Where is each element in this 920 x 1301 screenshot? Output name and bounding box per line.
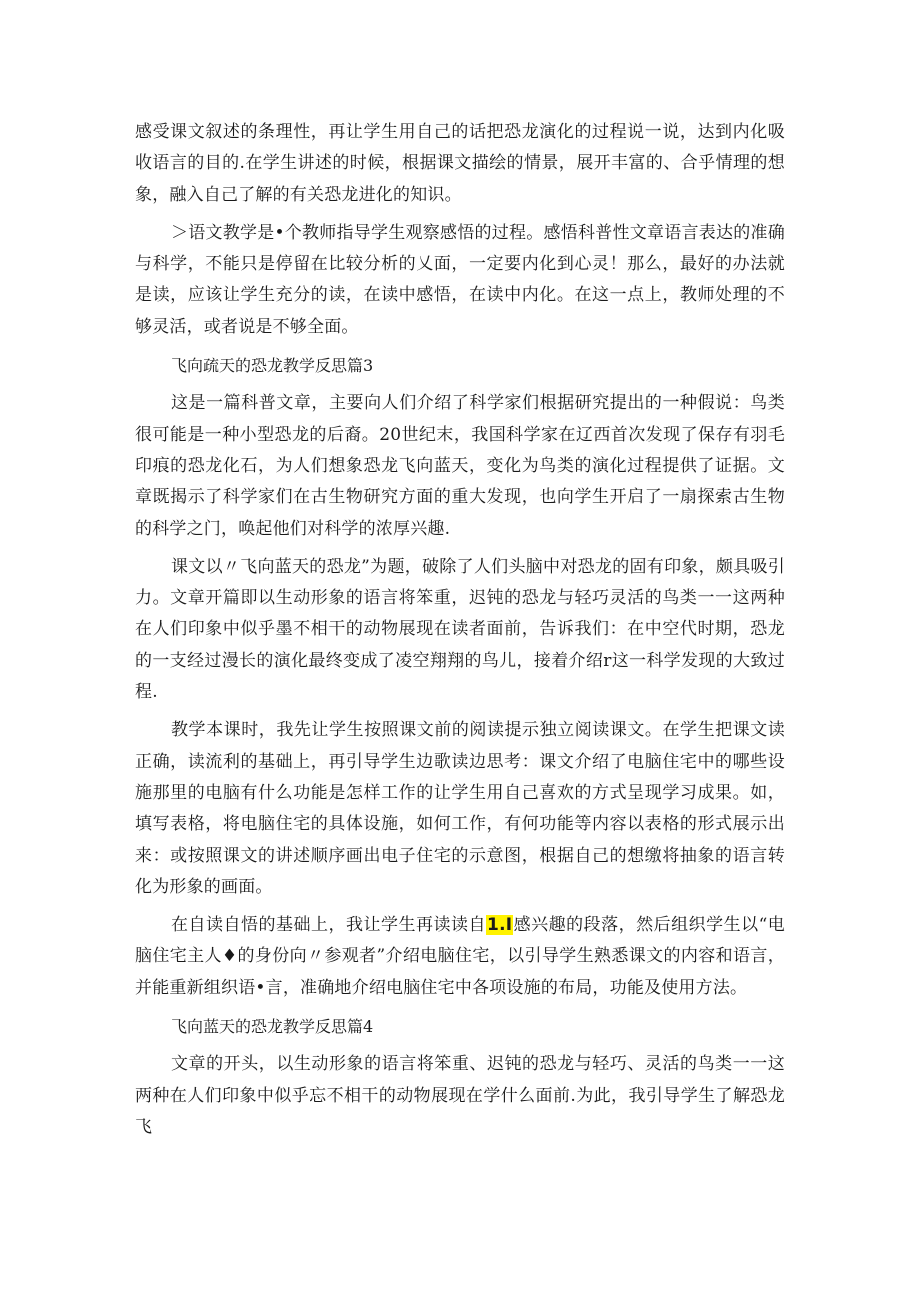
paragraph-5: 教学本课时，我先让学生按照课文前的阅读提示独立阅读课文。在学生把课文读正确，读流利的基础上，再引导学生边歌读边思考：课文介绍了电脑住宅中的哪些设施那里的电脑有什么功能是怎样工作的让学生用自己喜欢的方式呈现学习成果。如，填写表格，将电脑住宅的具体设施，如何工作，有何功能等内容以表格的形式展示出来：或按照课文的讲述顺序画出电子住宅的示意图，根据自己的想缴将抽象的语言转化为形象的画面。 [135,720,785,897]
paragraph-1: 感受课文叙述的条理性，再让学生用自己的话把恐龙演化的过程说一说，达到内化吸收语言的目的.在学生讲述的时候，根据课文描绘的情景，展开丰富的、合乎情理的想象，融入自己了解的有关恐龙进化的知识。 [135,122,785,205]
paragraph-3: 这是一篇科普文章，主要向人们介绍了科学家们根据研究提出的一种假说：鸟类很可能是一种小型恐龙的后裔。20世纪末，我国科学家在辽西首次发现了保存有羽毛印痕的恐龙化石，为人们想象恐龙飞向蓝天，变化为鸟类的演化过程提供了证据。文章既揭示了科学家们在古生物研究方面的重大发现，也向学生开启了一扇探索古生物的科学之门，唤起他们对科学的浓厚兴趣. [135,393,785,539]
paragraph-6-text-start: 在自读自悟的基础上，我让学生再读读自 [171,915,487,936]
paragraph-6 [135,910,785,1004]
section-heading-4: 飞向蓝天的恐龙教学反思篇4 [171,1017,374,1037]
paragraph-7: 文章的开头，以生动形象的语言将笨重、迟钝的恐龙与轻巧、灵活的鸟类一一这两种在人们印象中似乎忘不相干的动物展现在学什么面前.为此，我引导学生了解恐龙飞 [135,1054,785,1137]
document-body [135,117,785,1150]
paragraph-2: ＞语文教学是•个教师指导学生观察感悟的过程。感悟科普性文章语言表达的准确与科学，不能只是停留在比较分析的乂面，一定要内化到心灵！那么，最好的办法就是读，应该让学生充分的读，在读中感悟，在读中内化。在这一点上，教师处理的不够灵活，或者说是不够全面。 [135,222,785,337]
paragraph-6-text-end: 感兴趣的段落，然后组织学生以“电脑住宅主人♦的身份向〃参观者”介绍电脑住宅，以引导学生熟悉课文的内容和语言，并能重新组织语•言，准确地介绍电脑住宅中各项设施的布局，功能及使用方法。 [135,915,785,998]
highlighted-text: 1.I [487,915,513,936]
paragraph-4: 课文以〃飞向蓝天的恐龙”为题，破除了人们头脑中对恐龙的固有印象，颇具吸引力。文章开篇即以生动形象的语言将笨重，迟钝的恐龙与轻巧灵活的鸟类一一这两种在人们印象中似乎墨不相干的动物展现在读者面前，告诉我们：在中空代时期，恐龙的一支经过漫长的演化最终变成了凌空翔翔的鸟儿，接着介绍r这一科学发现的大致过程. [135,556,785,703]
section-heading-3: 飞向疏天的恐龙教学反思篇3 [171,356,374,376]
